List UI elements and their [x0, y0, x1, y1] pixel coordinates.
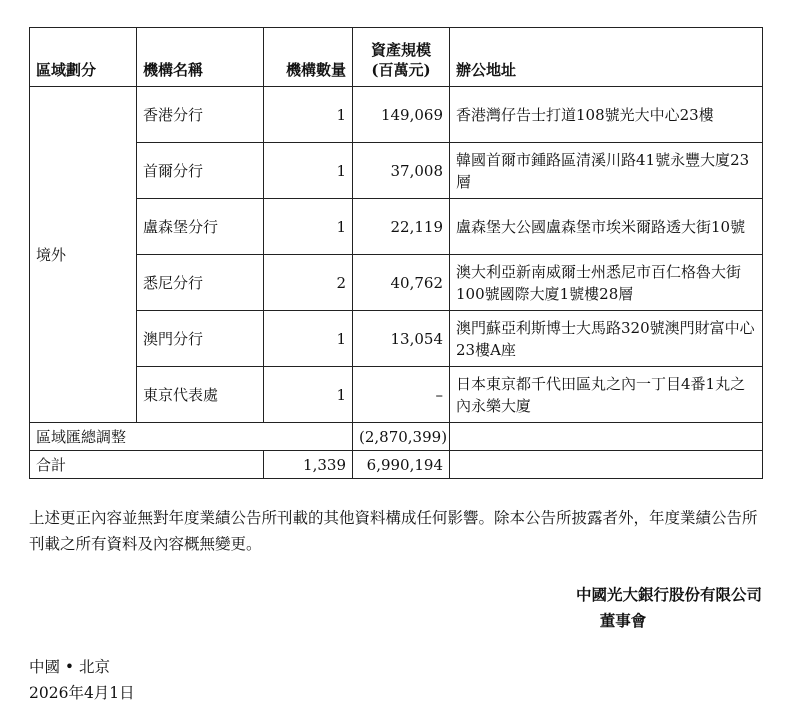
header-region: 區域劃分	[30, 28, 137, 87]
adjustment-row	[30, 423, 763, 451]
signature-block	[576, 582, 762, 634]
header-assets	[353, 28, 450, 87]
branch-assets: 22,119	[353, 199, 450, 255]
adjustment-assets: (2,870,399)	[353, 423, 450, 451]
table-row	[30, 311, 763, 367]
branch-count: 1	[264, 311, 353, 367]
header-assets-line1: 資產規模	[370, 41, 431, 59]
company-name: 中國光大銀行股份有限公司	[575, 585, 762, 604]
board-label: 董事會	[599, 611, 647, 630]
total-row	[30, 451, 763, 479]
total-label: 合計	[30, 451, 264, 479]
branch-address: 澳大利亞新南威爾士州悉尼市百仁格魯大街100號國際大廈1號樓28層	[450, 255, 763, 311]
footer-date: 2026年4月1日	[29, 684, 135, 702]
branch-name: 澳門分行	[137, 311, 264, 367]
header-assets-line2: (百萬元)	[371, 61, 431, 79]
branch-address: 日本東京都千代田區丸之內一丁目4番1丸之內永樂大廈	[450, 367, 763, 423]
footer-place: 中國 • 北京	[29, 658, 110, 676]
branch-count: 1	[264, 199, 353, 255]
branch-count: 1	[264, 367, 353, 423]
branch-name: 香港分行	[137, 87, 264, 143]
branch-assets: 149,069	[353, 87, 450, 143]
table-row	[30, 255, 763, 311]
total-assets: 6,990,194	[353, 451, 450, 479]
total-count: 1,339	[264, 451, 353, 479]
branch-address: 盧森堡大公國盧森堡市埃米爾路透大街10號	[450, 199, 763, 255]
branch-assets: 40,762	[353, 255, 450, 311]
branch-name: 東京代表處	[137, 367, 264, 423]
table-row	[30, 199, 763, 255]
branch-assets: 37,008	[353, 143, 450, 199]
branch-address: 香港灣仔告士打道108號光大中心23樓	[450, 87, 763, 143]
branch-name: 悉尼分行	[137, 255, 264, 311]
note-paragraph: 上述更正內容並無對年度業績公告所刊載的其他資料構成任何影響。除本公告所披露者外，年度業績公告所刊載之所有資料及內容概無變更。	[29, 509, 758, 553]
table-header-row	[30, 28, 763, 87]
header-name: 機構名稱	[137, 28, 264, 87]
table-row	[30, 367, 763, 423]
branch-assets: –	[353, 367, 450, 423]
branch-count: 2	[264, 255, 353, 311]
footer-block	[29, 654, 135, 706]
branch-address: 韓國首爾市鍾路區清溪川路41號永豐大廈23層	[450, 143, 763, 199]
table-row	[30, 143, 763, 199]
adjustment-label: 區域匯總調整	[30, 423, 353, 451]
branch-count: 1	[264, 87, 353, 143]
branch-name: 首爾分行	[137, 143, 264, 199]
table-row	[30, 87, 763, 143]
branch-assets: 13,054	[353, 311, 450, 367]
region-cell: 境外	[30, 87, 137, 423]
branch-table	[29, 27, 763, 479]
header-address: 辦公地址	[450, 28, 763, 87]
adjustment-address	[450, 423, 763, 451]
branch-address: 澳門蘇亞利斯博士大馬路320號澳門財富中心23樓A座	[450, 311, 763, 367]
total-address	[450, 451, 763, 479]
branch-count: 1	[264, 143, 353, 199]
header-count: 機構數量	[264, 28, 353, 87]
branch-name: 盧森堡分行	[137, 199, 264, 255]
